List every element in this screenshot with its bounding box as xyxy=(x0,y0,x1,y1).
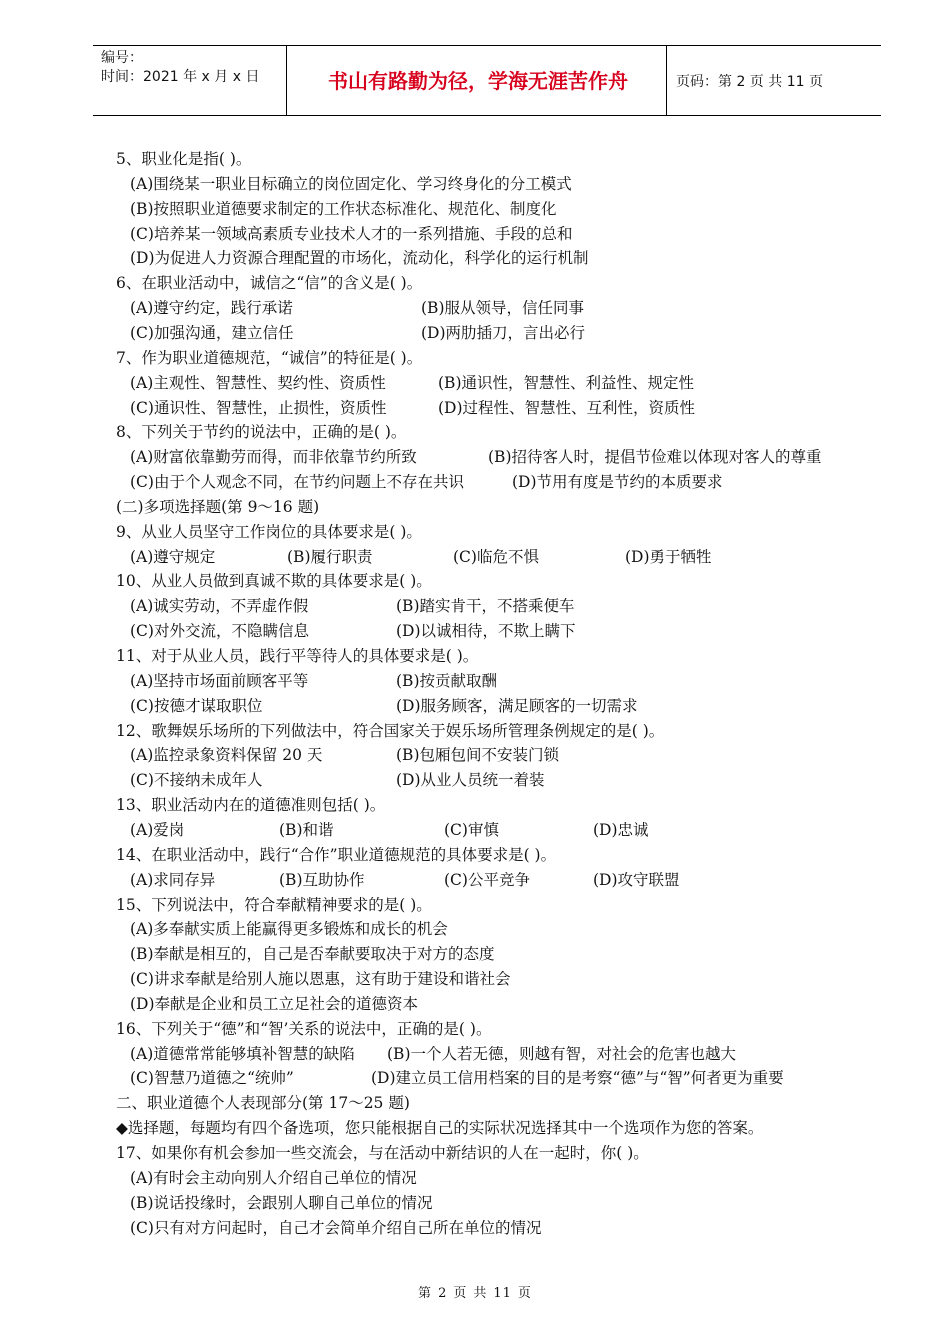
question-line: 14、在职业活动中，践行“合作”职业道德规范的具体要求是( )。 xyxy=(116,845,557,864)
question-line: 5、职业化是指( )。 xyxy=(116,150,252,168)
option-line xyxy=(0,445,950,470)
option-item: (A)监控录象资料保留 20 天 xyxy=(130,746,323,765)
option-line: (C)讲求奉献是给别人施以恩惠，这有助于建设和谐社会 xyxy=(130,970,511,989)
option-item: (B)通识性，智慧性、利益性、规定性 xyxy=(438,373,694,392)
question-line: 8、下列关于节约的说法中，正确的是( )。 xyxy=(116,423,407,442)
document-number-label: 编号： xyxy=(101,50,143,66)
option-item: (B)和谐 xyxy=(279,820,334,839)
option-line: (C)只有对方问起时，自己才会简单介绍自己所在单位的情况 xyxy=(130,1218,542,1237)
footer-gong: 共 xyxy=(473,1286,488,1301)
option-item: (D)过程性、智慧性、互利性，资质性 xyxy=(438,398,696,417)
footer-ye: 页 xyxy=(517,1286,532,1301)
option-item: (B)互助协作 xyxy=(279,870,365,889)
option-item: (B)招待客人时，提倡节俭难以体现对客人的尊重 xyxy=(488,448,822,467)
option-item: (A)遵守规定 xyxy=(130,547,216,566)
question-line: 15、下列说法中，符合奉献精神要求的是( )。 xyxy=(116,895,432,914)
option-item: (C)通识性、智慧性，止损性，资质性 xyxy=(130,398,387,417)
option-line: (B)按照职业道德要求制定的工作状态标准化、规范化、制度化 xyxy=(130,199,557,218)
question-line: 17、如果你有机会参加一些交流会，与在活动中新结识的人在一起时，你( )。 xyxy=(116,1144,649,1162)
question-line: 二、职业道德个人表现部分(第 17～25 题) xyxy=(116,1094,410,1113)
footer-ye: 页 xyxy=(453,1286,468,1301)
option-item: (C)对外交流，不隐瞒信息 xyxy=(130,622,309,641)
option-line xyxy=(0,1042,950,1067)
option-line xyxy=(0,768,950,793)
question-line: 7、作为职业道德规范，“诚信”的特征是( )。 xyxy=(116,348,423,367)
option-line xyxy=(0,619,950,644)
option-line: (C)培养某一领域高素质专业技术人才的一系列措施、手段的总和 xyxy=(130,224,573,243)
question-line: 11、对于从业人员，践行平等待人的具体要求是( )。 xyxy=(116,647,479,665)
option-line: (B)说话投缘时，会跟别人聊自己单位的情况 xyxy=(130,1193,433,1212)
footer-page-number: 2 xyxy=(438,1286,448,1301)
option-item: (D)服务顾客，满足顾客的一切需求 xyxy=(396,696,638,715)
option-item: (A)遵守约定，践行承诺 xyxy=(130,299,293,318)
page-footer xyxy=(0,1282,950,1301)
option-item: (B)一个人若无德，则越有智，对社会的危害也越大 xyxy=(387,1044,736,1063)
option-item: (D)勇于牺牲 xyxy=(625,547,712,566)
question-line: 13、职业活动内在的道德准则包括( )。 xyxy=(116,796,386,815)
option-line: (A)多奉献实质上能赢得更多锻炼和成长的机会 xyxy=(130,920,448,939)
option-line: (D)奉献是企业和员工立足社会的道德资本 xyxy=(130,994,419,1013)
option-line xyxy=(0,470,950,495)
option-item: (D)从业人员统一着装 xyxy=(396,771,545,790)
question-line: 6、在职业活动中，诚信之“信”的含义是( )。 xyxy=(116,274,423,293)
footer-total-pages: 11 xyxy=(493,1286,512,1301)
header-divider xyxy=(666,46,667,115)
document-time-label: 时间：2021 年 x 月 x 日 xyxy=(101,69,260,85)
option-line: (A)围绕某一职业目标确立的岗位固定化、学习终身化的分工模式 xyxy=(130,174,572,193)
option-item: (A)求同存异 xyxy=(130,870,216,889)
option-item: (C)由于个人观念不同，在节约问题上不存在共识 xyxy=(130,473,464,492)
option-line xyxy=(0,694,950,719)
option-item: (B)踏实肯干，不搭乘便车 xyxy=(396,597,575,616)
question-line: (二)多项选择题(第 9～16 题) xyxy=(116,497,320,516)
option-item: (C)按德才谋取职位 xyxy=(130,696,263,715)
option-item: (B)按贡献取酬 xyxy=(396,671,497,690)
option-line xyxy=(0,1066,950,1091)
question-line: ◆选择题，每题均有四个备选项，您只能根据自己的实际状况选择其中一个选项作为您的答案。 xyxy=(116,1119,764,1138)
option-item: (D)建立员工信用档案的目的是考察“德”与“智”何者更为重要 xyxy=(371,1069,784,1088)
option-line: (A)有时会主动向别人介绍自己单位的情况 xyxy=(130,1168,417,1187)
option-item: (C)加强沟通，建立信任 xyxy=(130,323,294,342)
option-item: (A)道德常常能够填补智慧的缺陷 xyxy=(130,1044,355,1063)
question-line: 12、歌舞娱乐场所的下列做法中，符合国家关于娱乐场所管理条例规定的是( )。 xyxy=(116,721,665,740)
header-motto: 书山有路勤为径，学海无涯苦作舟 xyxy=(328,69,628,93)
question-line: 16、下列关于“德”和“智’关系的说法中，正确的是( )。 xyxy=(116,1019,492,1038)
option-item: (C)临危不惧 xyxy=(453,547,539,566)
option-item: (D)节用有度是节约的本质要求 xyxy=(512,473,723,492)
option-item: (C)不接纳未成年人 xyxy=(130,771,263,790)
option-item: (B)履行职责 xyxy=(287,547,373,566)
option-line xyxy=(0,669,950,694)
option-item: (B)包厢包间不安装门锁 xyxy=(396,746,559,765)
option-line xyxy=(0,396,950,421)
header-divider xyxy=(286,46,287,115)
option-item: (D)两肋插刀，言出必行 xyxy=(421,323,586,342)
option-line xyxy=(0,868,950,893)
option-item: (D)以诚相待，不欺上瞒下 xyxy=(396,622,576,641)
option-line: (B)奉献是相互的，自己是否奉献要取决于对方的态度 xyxy=(130,945,495,964)
question-line: 10、从业人员做到真诚不欺的具体要求是( )。 xyxy=(116,572,432,591)
option-line xyxy=(0,545,950,570)
question-line: 9、从业人员坚守工作岗位的具体要求是( )。 xyxy=(116,522,422,541)
option-line xyxy=(0,371,950,396)
option-item: (D)忠诚 xyxy=(593,820,649,839)
option-line xyxy=(0,296,950,321)
option-item: (C)公平竞争 xyxy=(444,870,530,889)
option-item: (A)爱岗 xyxy=(130,820,185,839)
option-item: (A)坚持市场面前顾客平等 xyxy=(130,671,309,690)
page-header xyxy=(93,45,881,116)
option-line xyxy=(0,321,950,346)
option-line: (D)为促进人力资源合理配置的市场化，流动化，科学化的运行机制 xyxy=(130,249,589,268)
option-item: (A)财富依靠勤劳而得，而非依靠节约所致 xyxy=(130,448,417,467)
option-line xyxy=(0,594,950,619)
option-item: (C)智慧乃道德之“统帅” xyxy=(130,1069,294,1088)
header-meta xyxy=(101,49,259,87)
option-line xyxy=(0,743,950,768)
option-line xyxy=(0,818,950,843)
footer-di: 第 xyxy=(418,1286,433,1301)
header-page-label: 页码：第 2 页 共 11 页 xyxy=(676,74,823,90)
option-item: (A)主观性、智慧性、契约性、资质性 xyxy=(130,373,386,392)
option-item: (D)攻守联盟 xyxy=(593,870,680,889)
option-item: (A)诚实劳动，不弄虚作假 xyxy=(130,597,309,616)
option-item: (B)服从领导，信任同事 xyxy=(421,299,584,318)
option-item: (C)审慎 xyxy=(444,820,499,839)
